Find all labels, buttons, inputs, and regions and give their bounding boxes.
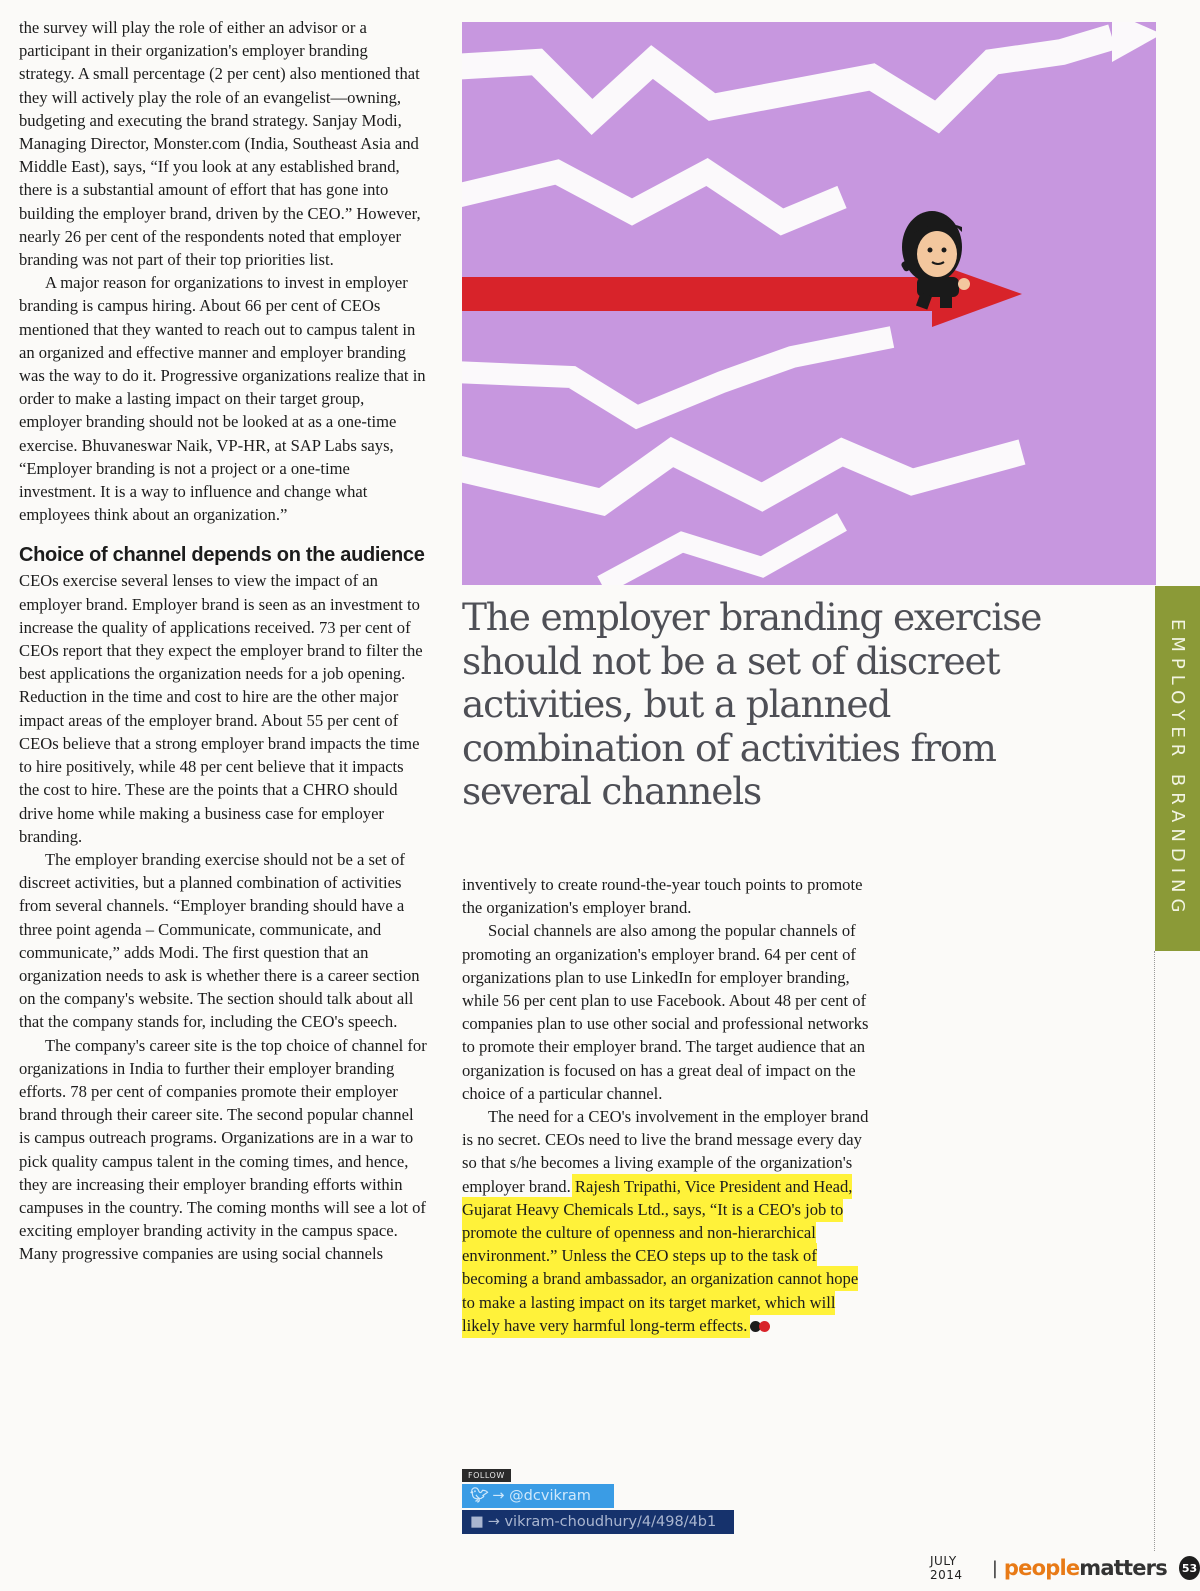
linkedin-icon: ■ [470, 1514, 484, 1530]
twitter-handle: → @dcvikram [492, 1488, 591, 1504]
paragraph: CEOs exercise several lenses to view the impact of an employer brand. Employer brand is seen as an investment to increase the quality of applications received. 73 per cent of CEOs report that they expect the employer brand to filter the best applications the organization needs for a job opening. Reduction in the time and cost to hire are the other major impact areas of the employer brand. About 55 per cent of CEOs believe that a strong employer brand impacts the time to hire positively, while 48 per cent believe that it impacts the cost to hire. These are the points that a CHRO should drive home while making a business case for employer branding. [19, 571, 423, 846]
footer-separator: | [991, 1557, 998, 1579]
linkedin-profile: → vikram-choudhury/4/498/4b1 [487, 1514, 717, 1530]
pull-quote: The employer branding exercise should not be a set of discreet activities, but a planned combination of activities from several channels [462, 595, 1042, 813]
right-column [462, 873, 874, 1337]
twitter-icon: 🐦︎ [470, 1488, 489, 1504]
brand-logo [1004, 1556, 1167, 1580]
follow-box [462, 1463, 734, 1534]
paragraph: inventively to create round-the-year touch points to promote the organization's employer brand. [462, 875, 863, 918]
arrows-illustration [462, 22, 1156, 585]
paragraph: Social channels are also among the popular channels of promoting an organization's employer brand. 64 per cent of organizations plan to use LinkedIn for employer branding, while 56 per cent plan to use Facebook. About 48 per cent of companies plan to use other social and professional networks to promote their employer brand. The target audience that an organization is focused on has a great deal of impact on the choice of a particular channel. [462, 921, 869, 1103]
paragraph: the survey will play the role of either an advisor or a participant in their organization's employer branding strategy. A small percentage (2 per cent) also mentioned that they will actively play the role of an evangelist—owning, budgeting and executing the brand strategy. Sanjay Modi, Managing Director, Monster.com (India, Southeast Asia and Middle East), says, “If you look at any established brand, there is a substantial amount of effort that has gone into building the employer brand, driven by the CEO.” However, nearly 26 per cent of the respondents noted that employer branding was not part of their top priorities list. [19, 18, 421, 270]
section-tab-label: EMPLOYER BRANDING [1167, 618, 1188, 919]
page-footer [930, 1553, 1200, 1583]
follow-label: FOLLOW [462, 1469, 511, 1482]
brand-logo-part: matters [1079, 1556, 1167, 1580]
paragraph: The company's career site is the top choice of channel for organizations in India to further their employer branding efforts. 78 per cent of companies promote their employer brand through their career site. The second popular channel is campus outreach programs. Organizations are in a war to pick quality campus talent in the coming times, and hence, they are increasing their employer branding efforts within campuses in the country. The coming months will see a lot of exciting employer branding activity in the campus space. Many progressive companies are using social channels [19, 1035, 427, 1264]
issue-date: JULY 2014 [930, 1554, 963, 1582]
left-column [19, 16, 427, 1266]
page-number: 53 [1179, 1556, 1200, 1580]
paragraph-text: The need for a CEO's involvement in the employer brand is no secret. CEOs need to live the brand message every day so that s/he becomes a living example of the organization's employer brand. [462, 1107, 869, 1196]
paragraph: The employer branding exercise should not be a set of discreet activities, but a planned combination of activities from several channels. “Employer branding should have a three point agenda – Communicate, communicate, and communicate,” adds Modi. The first question that an organization needs to ask is whether there is a career section on the company's website. The section should talk about all that the company stands for, including the CEO's speech. [19, 849, 420, 1032]
red-arrow-shaft [462, 277, 952, 311]
subhead: Choice of channel depends on the audience [19, 544, 425, 567]
paragraph [462, 1105, 874, 1337]
end-mark-icon [750, 1321, 774, 1333]
linkedin-profile-link[interactable] [462, 1510, 734, 1534]
paragraph: A major reason for organizations to invest in employer branding is campus hiring. About 66 per cent of CEOs mentioned that they wanted to reach out to campus talent in an organized and effective manner and employer branding was the way to do it. Progressive organizations realize that in order to make a lasting impact on their target group, employer branding should not be looked at as a one-time exercise. Bhuvaneswar Naik, VP-HR, at SAP Labs says, “Employer branding is not a project or a one-time investment. It is a way to influence and change what employees think about an organization.” [19, 273, 426, 525]
section-tab [1155, 586, 1200, 951]
dotted-rule [1154, 951, 1155, 1551]
twitter-handle-link[interactable] [462, 1484, 614, 1508]
highlighted-text: Rajesh Tripathi, Vice President and Head, Gujarat Heavy Chemicals Ltd., says, “It is a CEO's job to promote the culture of openness and non-hierarchical environment.” Unless the CEO steps up to the task of becoming a brand ambassador, an organization cannot hope to make a lasting impact on its target market, which will likely have very harmful long-term effects. [462, 1176, 859, 1335]
brand-logo-part: people [1003, 1556, 1080, 1580]
